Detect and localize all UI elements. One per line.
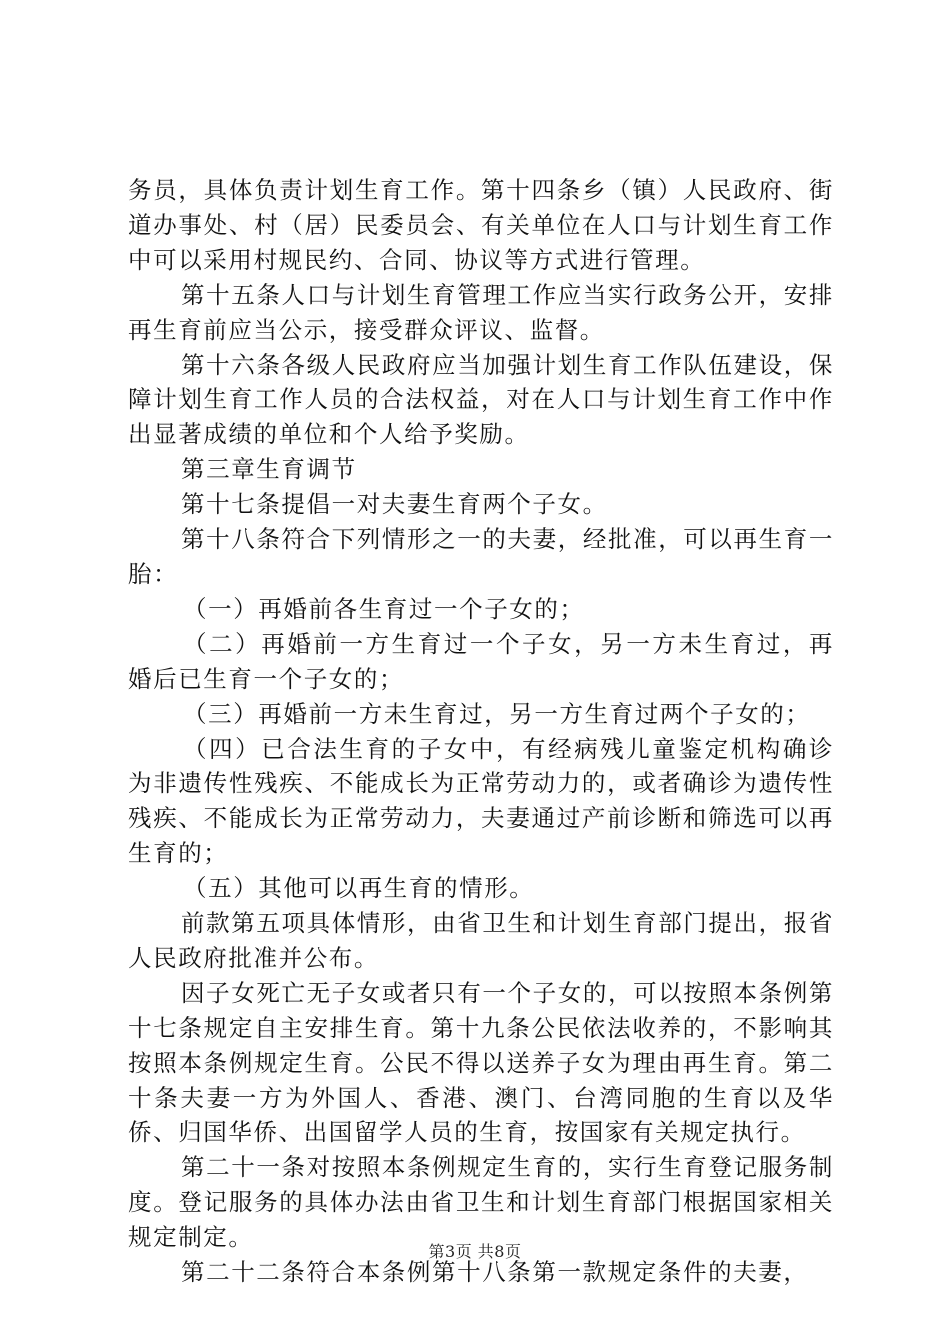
list-item-5: （五）其他可以再生育的情形。 xyxy=(183,874,535,903)
paragraph-articles-19-20: 因子女死亡无子女或者只有一个子女的，可以按照本条例第十七条规定自主安排生育。第十九条公民依法收养的，不影响其按照本条例规定生育。公民不得以送养子女为理由再生育。第二十条夫妻一方为外国人、香港、澳门、台湾同胞的生育以及华侨、归国华侨、出国留学人员的生育，按国家有关规定执行。 xyxy=(128,978,834,1147)
document-body xyxy=(128,173,834,1290)
chapter-heading: 第三章生育调节 xyxy=(181,455,357,484)
paragraph-continuation: 务员，具体负责计划生育工作。第十四条乡（镇）人民政府、街道办事处、村（居）民委员会、有关单位在人口与计划生育工作中可以采用村规民约、合同、协议等方式进行管理。 xyxy=(128,176,834,274)
paragraph-note: 前款第五项具体情形，由省卫生和计划生育部门提出，报省人民政府批准并公布。 xyxy=(128,909,834,972)
paragraph-article-18: 第十八条符合下列情形之一的夫妻，经批准，可以再生育一胎： xyxy=(128,525,834,588)
paragraph-article-17: 第十七条提倡一对夫妻生育两个子女。 xyxy=(181,490,608,519)
paragraph-article-21: 第二十一条对按照本条例规定生育的，实行生育登记服务制度。登记服务的具体办法由省卫生和计划生育部门根据国家相关规定制定。 xyxy=(128,1153,834,1252)
list-item-1: （一）再婚前各生育过一个子女的； xyxy=(183,594,585,623)
page-number-footer: 第3页 共8页 xyxy=(428,1242,522,1261)
list-item-2: （二）再婚前一方生育过一个子女，另一方未生育过，再婚后已生育一个子女的； xyxy=(128,629,834,693)
list-item-3: （三）再婚前一方未生育过，另一方生育过两个子女的； xyxy=(183,699,811,728)
paragraph-article-16: 第十六条各级人民政府应当加强计划生育工作队伍建设，保障计划生育工作人员的合法权益，对在人口与计划生育工作中作出显著成绩的单位和个人给予奖励。 xyxy=(128,350,834,449)
paragraph-article-15: 第十五条人口与计划生育管理工作应当实行政务公开，安排再生育前应当公示，接受群众评议、监督。 xyxy=(128,280,834,344)
paragraph-article-22: 第二十二条符合本条例第十八条第一款规定条件的夫妻， xyxy=(181,1258,809,1287)
list-item-4: （四）已合法生育的子女中，有经病残儿童鉴定机构确诊为非遗传性残疾、不能成长为正常劳动力的，或者确诊为遗传性残疾、不能成长为正常劳动力，夫妻通过产前诊断和筛选可以再生育的； xyxy=(128,734,834,868)
